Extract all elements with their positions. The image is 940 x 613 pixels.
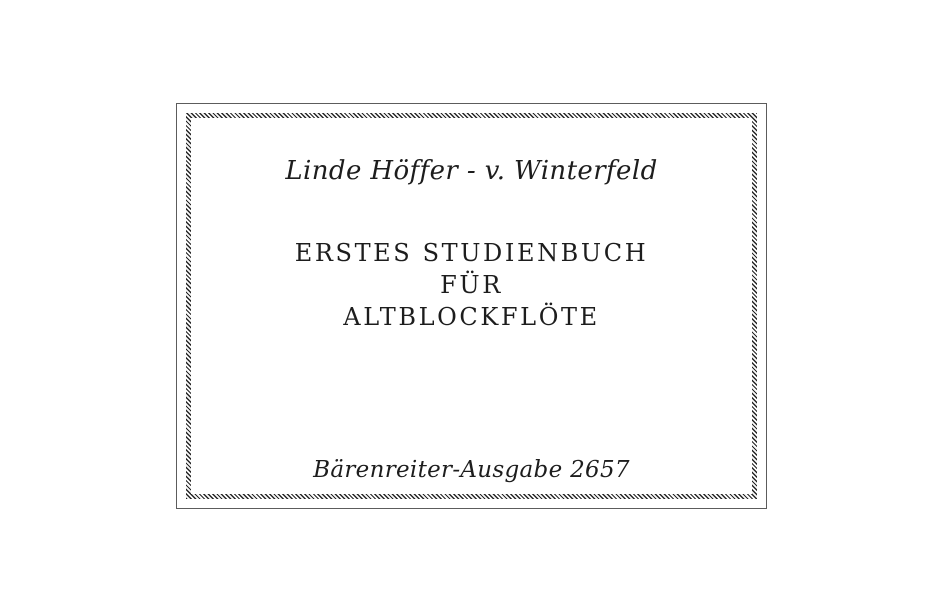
book-cover-plate (176, 103, 767, 509)
book-title (177, 237, 766, 333)
edition-number: Bärenreiter-Ausgabe 2657 (313, 457, 630, 483)
title-line-3: ALTBLOCKFLÖTE (343, 303, 600, 331)
title-line-2: FÜR (440, 271, 503, 299)
title-line-1: ERSTES STUDIENBUCH (294, 239, 649, 267)
author-name: Linde Höffer - v. Winterfeld (285, 156, 658, 186)
